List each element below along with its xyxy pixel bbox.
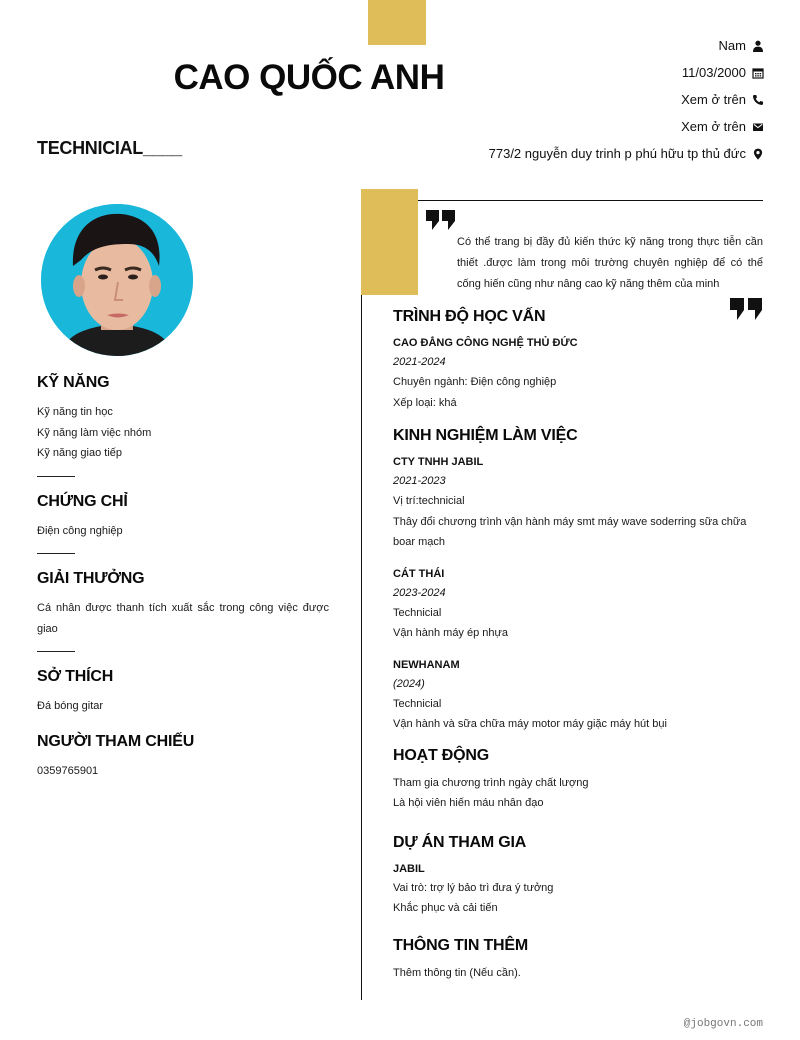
job-title: TECHNICIAL____ <box>37 138 182 158</box>
project-entry <box>393 860 763 919</box>
quote-open-icon <box>426 210 456 230</box>
experience-detail: Technicial <box>393 606 442 619</box>
experience-detail: Technicial <box>393 697 442 710</box>
awards-section <box>37 570 329 639</box>
experience-detail: Vận hành máy ép nhựa <box>393 627 509 639</box>
experience-detail: Thây đổi chương trình vận hành máy smt máy wave soderring sữa chữa boar mạch <box>393 515 747 548</box>
section-title-skills: KỸ NĂNG <box>37 374 110 391</box>
experience-entry <box>393 656 763 735</box>
contact-info <box>404 32 764 167</box>
education-entry <box>393 334 763 413</box>
contact-email <box>404 113 764 140</box>
accent-block-quote <box>361 189 418 295</box>
activities-section <box>393 747 763 814</box>
section-title-education: TRÌNH ĐỘ HỌC VẤN <box>393 308 546 325</box>
phone-value[interactable]: Xem ở trên <box>681 92 746 107</box>
experience-entry <box>393 453 763 553</box>
experience-date: (2024) <box>393 677 425 690</box>
address-value: 773/2 nguyễn duy trinh p phú hữu tp thủ đức <box>488 146 746 161</box>
section-title-projects: DỰ ÁN THAM GIA <box>393 833 527 851</box>
watermark: @jobgovn.com <box>683 1018 763 1030</box>
activity-item: Tham gia chương trình ngày chất lượng <box>393 776 589 789</box>
hobbies-section <box>37 668 329 717</box>
divider-horizontal <box>418 200 763 201</box>
experience-detail: Vị trí:technicial <box>393 495 465 507</box>
project-name: JABIL <box>393 862 425 875</box>
project-detail: Khắc phục và cải tiến <box>393 902 498 914</box>
section-title-activities: HOẠT ĐỘNG <box>393 746 489 764</box>
section-separator <box>37 553 75 554</box>
activity-item: Là hội viên hiến máu nhân đạo <box>393 797 544 809</box>
education-detail: Chuyên ngành: Điện công nghiệp <box>393 376 557 388</box>
experience-entry <box>393 565 763 644</box>
reference-item: 0359765901 <box>37 764 99 777</box>
avatar <box>41 204 193 356</box>
contact-address <box>404 140 764 167</box>
section-title-references: NGƯỜI THAM CHIẾU <box>37 732 195 750</box>
left-column <box>37 374 329 781</box>
skill-item: Kỹ năng giao tiếp <box>37 447 123 459</box>
career-objective: Có thể trang bị đầy đủ kiến thức kỹ năng trong thực tiễn cần thiết .được làm trong môi trường chuyên nghiệp để có thể cống hiến cũng như nâng cao kỹ năng thêm của minh <box>457 236 763 290</box>
section-title-hobbies: SỞ THÍCH <box>37 668 114 685</box>
email-value[interactable]: Xem ở trên <box>681 119 746 134</box>
award-item: Cá nhân được thanh tích xuất sắc trong công việc được giao <box>37 602 329 635</box>
section-separator <box>37 476 75 477</box>
gender-value: Nam <box>718 38 746 53</box>
certificate-item: Điện công nghiệp <box>37 524 123 537</box>
experience-date: 2023-2024 <box>393 586 446 599</box>
contact-birthday <box>404 59 764 86</box>
right-column <box>393 308 763 997</box>
projects-section <box>393 834 763 919</box>
experience-detail: Vận hành và sữa chữa máy motor máy giặc máy hút bụi <box>393 718 667 730</box>
education-section <box>393 308 763 413</box>
user-icon <box>752 40 764 52</box>
contact-phone <box>404 86 764 113</box>
skill-item: Kỹ năng tin học <box>37 406 113 418</box>
company-name: CÁT THÁI <box>393 567 445 580</box>
certificates-section <box>37 493 329 542</box>
birthday-value: 11/03/2000 <box>681 65 746 80</box>
education-detail: Xếp loại: khá <box>393 396 457 409</box>
company-name: NEWHANAM <box>393 658 460 671</box>
candidate-name: CAO QUỐC ANH <box>173 58 445 97</box>
section-title-awards: GIẢI THƯỞNG <box>37 570 145 587</box>
skills-section <box>37 374 329 464</box>
divider-vertical <box>361 295 362 1000</box>
phone-icon <box>752 94 764 106</box>
location-icon <box>752 148 764 160</box>
section-title-experience: KINH NGHIỆM LÀM VIỆC <box>393 427 578 444</box>
project-detail: Vai trò: trợ lý bảo trì đưa ý tưởng <box>393 881 554 894</box>
calendar-icon <box>752 67 764 79</box>
school-name: CAO ĐẲNG CÔNG NGHỆ THỦ ĐỨC <box>393 337 578 349</box>
company-name: CTY TNHH JABIL <box>393 456 484 468</box>
skill-item: Kỹ năng làm việc nhóm <box>37 426 152 439</box>
references-section <box>37 733 329 782</box>
education-date: 2021-2024 <box>393 356 446 368</box>
experience-date: 2021-2023 <box>393 475 446 487</box>
contact-gender <box>404 32 764 59</box>
section-title-additional: THÔNG TIN THÊM <box>393 936 528 954</box>
email-icon <box>752 121 764 133</box>
section-title-certificates: CHỨNG CHỈ <box>37 492 128 510</box>
section-separator <box>37 651 75 652</box>
additional-info-item: Thêm thông tin (Nếu cần). <box>393 966 521 979</box>
experience-section <box>393 427 763 735</box>
hobby-item: Đá bóng gitar <box>37 700 104 712</box>
additional-info-section <box>393 937 763 984</box>
